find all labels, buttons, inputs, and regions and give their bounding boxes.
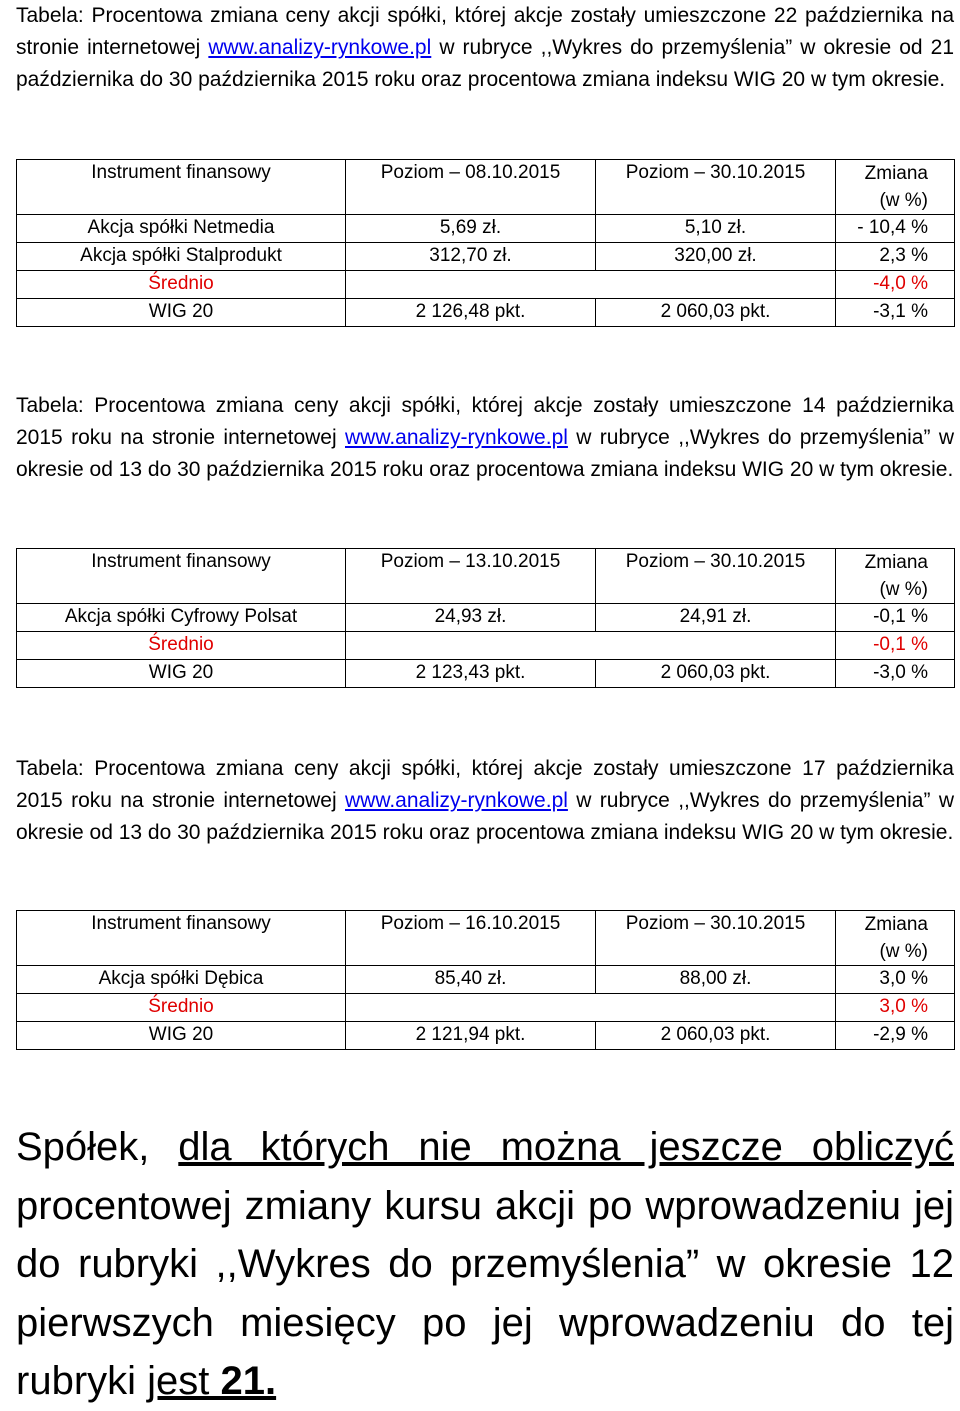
header-instrument: Instrument finansowy — [17, 160, 346, 215]
empty-cell — [346, 994, 836, 1022]
header-level-end: Poziom – 30.10.2015 — [596, 160, 836, 215]
average-row — [17, 994, 955, 1022]
instrument-cell: Akcja spółki Netmedia — [17, 215, 346, 243]
average-label: Średnio — [17, 632, 346, 660]
average-row — [17, 632, 955, 660]
caption-text: w rubryce ,,Wykres do przemyślenia” w okresie od 21 października do 30 października 2015 roku oraz procentowa zmiana indeksu WIG 20 w tym okresie. — [16, 36, 954, 91]
instrument-cell: Akcja spółki Cyfrowy Polsat — [17, 604, 346, 632]
closing-text-underlined: dla których nie można jeszcze obliczyć — [178, 1125, 955, 1169]
average-row — [17, 271, 955, 299]
header-change-unit: (w %) — [879, 579, 928, 600]
header-level-end: Poziom – 30.10.2015 — [596, 911, 836, 966]
level-end-cell: 88,00 zł. — [596, 966, 836, 994]
level-end-cell: 2 060,03 pkt. — [596, 299, 836, 327]
table-caption-3 — [16, 753, 954, 849]
caption-text: Tabela: Procentowa zmiana ceny akcji spółki, której akcje zostały umieszczone 17 października 2015 roku na stronie internetowej — [16, 757, 954, 812]
website-link[interactable]: www.analizy-rynkowe.pl — [208, 36, 432, 59]
header-change — [836, 911, 955, 966]
empty-cell — [346, 632, 836, 660]
average-value: -0,1 % — [836, 632, 955, 660]
change-cell: -3,0 % — [836, 660, 955, 688]
instrument-cell: WIG 20 — [17, 660, 346, 688]
header-change-label: Zmiana — [864, 552, 928, 573]
header-level-end: Poziom – 30.10.2015 — [596, 549, 836, 604]
wig-row — [17, 1022, 955, 1050]
header-level-start: Poziom – 08.10.2015 — [346, 160, 596, 215]
header-instrument: Instrument finansowy — [17, 911, 346, 966]
caption-text: Tabela: Procentowa zmiana ceny akcji spółki, której akcje zostały umieszczone 22 października na stronie internetowej — [16, 4, 954, 59]
change-cell: -0,1 % — [836, 604, 955, 632]
change-cell: - 10,4 % — [836, 215, 955, 243]
instrument-cell: Akcja spółki Dębica — [17, 966, 346, 994]
level-end-cell: 320,00 zł. — [596, 243, 836, 271]
header-change — [836, 160, 955, 215]
header-change — [836, 549, 955, 604]
level-end-cell: 24,91 zł. — [596, 604, 836, 632]
instrument-cell: WIG 20 — [17, 299, 346, 327]
results-table-1 — [16, 159, 955, 327]
level-end-cell: 2 060,03 pkt. — [596, 660, 836, 688]
change-cell: 2,3 % — [836, 243, 955, 271]
table-row — [17, 966, 955, 994]
section-1 — [16, 0, 954, 322]
closing-text: Spółek, — [16, 1125, 179, 1169]
table-caption-1 — [16, 0, 954, 96]
level-start-cell: 85,40 zł. — [346, 966, 596, 994]
table-row — [17, 604, 955, 632]
results-table-2 — [16, 548, 955, 688]
level-start-cell: 5,69 zł. — [346, 215, 596, 243]
change-cell: 3,0 % — [836, 966, 955, 994]
table-header-row — [17, 911, 955, 966]
instrument-cell: WIG 20 — [17, 1022, 346, 1050]
caption-text: w rubryce ,,Wykres do przemyślenia” w okresie od 13 do 30 października 2015 roku oraz procentowa zmiana indeksu WIG 20 w tym okresie. — [16, 426, 954, 481]
results-table-3 — [16, 910, 955, 1050]
table-caption-2 — [16, 390, 954, 486]
table-row — [17, 215, 955, 243]
header-change-unit: (w %) — [879, 190, 928, 211]
average-label: Średnio — [17, 994, 346, 1022]
section-2 — [16, 390, 954, 486]
header-level-start: Poziom – 16.10.2015 — [346, 911, 596, 966]
header-change-label: Zmiana — [864, 914, 928, 935]
website-link[interactable]: www.analizy-rynkowe.pl — [345, 426, 568, 449]
level-start-cell: 2 121,94 pkt. — [346, 1022, 596, 1050]
table-row — [17, 243, 955, 271]
level-start-cell: 2 126,48 pkt. — [346, 299, 596, 327]
header-change-unit: (w %) — [879, 941, 928, 962]
level-start-cell: 24,93 zł. — [346, 604, 596, 632]
website-link[interactable]: www.analizy-rynkowe.pl — [345, 789, 568, 812]
change-cell: -3,1 % — [836, 299, 955, 327]
average-value: -4,0 % — [836, 271, 955, 299]
header-change-label: Zmiana — [864, 163, 928, 184]
header-instrument: Instrument finansowy — [17, 549, 346, 604]
header-level-start: Poziom – 13.10.2015 — [346, 549, 596, 604]
closing-statement — [16, 1118, 954, 1411]
caption-text: w rubryce ,,Wykres do przemyślenia” w okresie od 13 do 30 października 2015 roku oraz procentowa zmiana indeksu WIG 20 w tym okresie. — [16, 789, 954, 844]
average-label: Średnio — [17, 271, 346, 299]
level-start-cell: 2 123,43 pkt. — [346, 660, 596, 688]
table-header-row — [17, 160, 955, 215]
closing-count: 21. — [220, 1359, 277, 1403]
closing-text: procentowej zmiany kursu akcji po wprowadzeniu jej do rubryki ,,Wykres do przemyślenia” w okresie 12 pierwszych miesięcy po jej wprowadzeniu do tej rubryki — [16, 1183, 954, 1403]
section-3 — [16, 753, 954, 849]
caption-text: Tabela: Procentowa zmiana ceny akcji spółki, której akcje zostały umieszczone 14 października 2015 roku na stronie internetowej — [16, 394, 954, 449]
closing-text-underlined: jest — [147, 1359, 221, 1403]
empty-cell — [346, 271, 836, 299]
level-end-cell: 2 060,03 pkt. — [596, 1022, 836, 1050]
change-cell: -2,9 % — [836, 1022, 955, 1050]
table-header-row — [17, 549, 955, 604]
level-start-cell: 312,70 zł. — [346, 243, 596, 271]
instrument-cell: Akcja spółki Stalprodukt — [17, 243, 346, 271]
level-end-cell: 5,10 zł. — [596, 215, 836, 243]
wig-row — [17, 299, 955, 327]
wig-row — [17, 660, 955, 688]
average-value: 3,0 % — [836, 994, 955, 1022]
